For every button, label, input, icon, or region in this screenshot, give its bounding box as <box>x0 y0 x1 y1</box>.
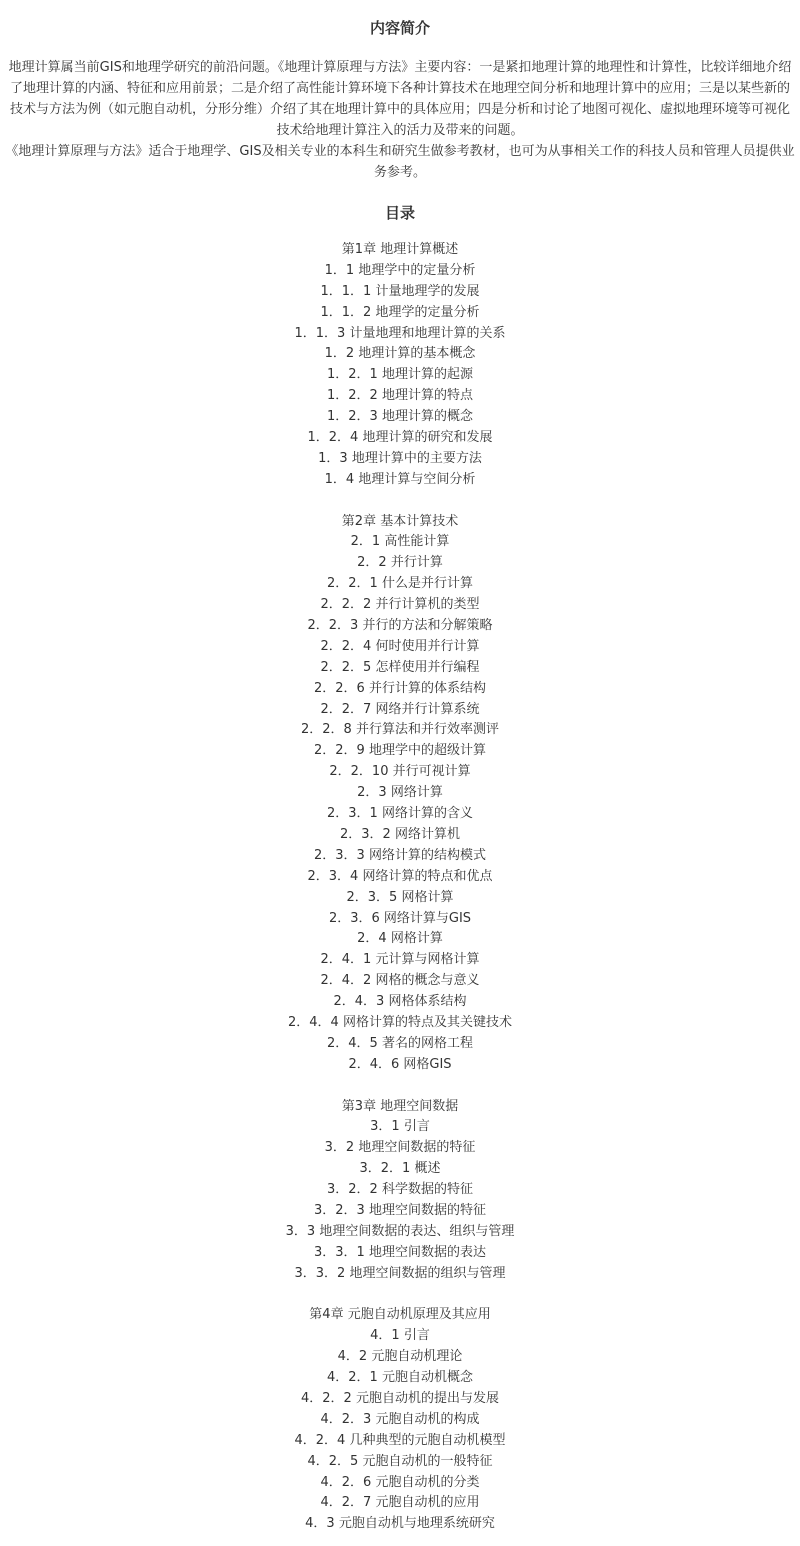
toc-chapter <box>0 240 800 491</box>
toc-entry: 2．1 高性能计算 <box>350 534 450 550</box>
toc-entry: 1．3 地理计算中的主要方法 <box>318 450 482 466</box>
toc-entry: 2．2．7 网络并行计算系统 <box>320 701 480 717</box>
toc-entry: 2．3．2 网络计算机 <box>340 826 460 842</box>
toc-entry: 1．1 地理学中的定量分析 <box>324 262 476 278</box>
toc-chapter-heading: 第3章 地理空间数据 <box>341 1098 459 1114</box>
toc-entry: 3．1 引言 <box>370 1119 430 1135</box>
table-of-contents <box>0 240 800 1535</box>
toc-entry: 3．2．3 地理空间数据的特征 <box>314 1202 486 1218</box>
intro-paragraph: 地理计算属当前GIS和地理学研究的前沿问题。《地理计算原理与方法》主要内容：一是紧扣地理计算的地理性和计算性，比较详细地介绍了地理计算的内涵、特征和应用前景；二是介绍了高性能计算环境下各种计算技术在地理空间分析和地理计算中的应用；三是以某些新的技术与方法为例（如元胞自动机，分形分维）介绍了其在地理计算中的具体应用；四是分析和讨论了地图可视化、虚拟地理环境等可视化技术给地理计算注入的活力及带来的问题。 <box>8 60 792 138</box>
toc-entry: 4．3 元胞自动机与地理系统研究 <box>305 1516 495 1532</box>
toc-entry: 1．1．3 计量地理和地理计算的关系 <box>294 325 506 341</box>
toc-entry: 4．2．4 几种典型的元胞自动机模型 <box>294 1432 506 1448</box>
toc-entry: 2．4．4 网格计算的特点及其关键技术 <box>288 1014 512 1030</box>
toc-entry: 1．2．2 地理计算的特点 <box>327 388 473 404</box>
toc-entry: 2．2．4 何时使用并行计算 <box>320 638 480 654</box>
toc-entry: 2．3．5 网格计算 <box>346 889 454 905</box>
toc-entry: 2．2．10 并行可视计算 <box>329 764 471 780</box>
toc-entry: 1．2．4 地理计算的研究和发展 <box>307 430 493 446</box>
toc-entry: 4．2．5 元胞自动机的一般特征 <box>307 1453 493 1469</box>
toc-entry: 4．2．6 元胞自动机的分类 <box>320 1474 480 1490</box>
toc-entry: 4．2 元胞自动机理论 <box>337 1349 463 1365</box>
toc-entry: 4．2．3 元胞自动机的构成 <box>320 1411 480 1427</box>
toc-entry: 2．3 网络计算 <box>357 785 443 801</box>
toc-chapter-heading: 第1章 地理计算概述 <box>341 242 459 257</box>
toc-entry: 3．3 地理空间数据的表达、组织与管理 <box>285 1223 515 1239</box>
toc-entry: 2．3．3 网络计算的结构模式 <box>314 847 486 863</box>
toc-entry: 2．2．8 并行算法和并行效率测评 <box>301 722 499 738</box>
toc-entry: 2．2．9 地理学中的超级计算 <box>314 743 486 759</box>
toc-entry: 1．1．1 计量地理学的发展 <box>320 283 480 299</box>
toc-entry: 2．4．2 网格的概念与意义 <box>320 973 480 989</box>
toc-chapter <box>0 512 800 1076</box>
toc-chapter <box>0 1097 800 1285</box>
toc-chapter-heading: 第2章 基本计算技术 <box>341 513 459 529</box>
toc-entry: 3．3．2 地理空间数据的组织与管理 <box>294 1265 506 1281</box>
toc-entry: 4．2．2 元胞自动机的提出与发展 <box>301 1390 499 1406</box>
toc-entry: 3．3．1 地理空间数据的表达 <box>314 1244 486 1260</box>
toc-entry: 1．1．2 地理学的定量分析 <box>320 304 480 320</box>
toc-entry: 2．2．1 什么是并行计算 <box>327 576 473 592</box>
toc-entry: 1．2．3 地理计算的概念 <box>327 409 473 425</box>
toc-title: 目录 <box>384 204 415 222</box>
toc-entry: 2．2．3 并行的方法和分解策略 <box>307 618 493 634</box>
toc-entry: 3．2．1 概述 <box>359 1161 441 1177</box>
toc-entry: 2．4．1 元计算与网格计算 <box>320 952 480 968</box>
toc-entry: 4．1 引言 <box>370 1328 430 1344</box>
toc-entry: 2．3．1 网络计算的含义 <box>327 806 473 822</box>
intro-paragraph: 《地理计算原理与方法》适合于地理学、GIS及相关专业的本科生和研究生做参考教材，也可为从事相关工作的科技人员和管理人员提供业务参考。 <box>5 144 795 180</box>
toc-chapter <box>0 1305 800 1535</box>
toc-entry: 2．2．6 并行计算的体系结构 <box>314 680 486 696</box>
toc-entry: 1．4 地理计算与空间分析 <box>324 471 476 487</box>
toc-entry: 2．4．5 著名的网格工程 <box>327 1035 473 1051</box>
toc-entry: 3．2．2 科学数据的特征 <box>327 1182 473 1198</box>
toc-chapter-heading: 第4章 元胞自动机原理及其应用 <box>309 1307 491 1323</box>
toc-entry: 3．2 地理空间数据的特征 <box>324 1140 476 1156</box>
toc-entry: 4．2．7 元胞自动机的应用 <box>320 1495 480 1511</box>
intro-text <box>4 57 796 183</box>
toc-entry: 2．3．4 网络计算的特点和优点 <box>307 868 493 884</box>
intro-title: 内容简介 <box>369 19 430 37</box>
toc-entry: 1．2．1 地理计算的起源 <box>327 367 473 383</box>
toc-entry: 2．4．6 网格GIS <box>348 1056 452 1072</box>
toc-entry: 2．2．2 并行计算机的类型 <box>320 597 480 613</box>
toc-entry: 2．3．6 网络计算与GIS <box>328 910 472 926</box>
toc-entry: 2．4 网格计算 <box>357 931 443 947</box>
toc-entry: 2．2．5 怎样使用并行编程 <box>320 659 480 675</box>
toc-entry: 4．2．1 元胞自动机概念 <box>327 1370 473 1386</box>
toc-entry: 2．2 并行计算 <box>357 555 443 571</box>
toc-entry: 2．4．3 网格体系结构 <box>333 994 467 1010</box>
toc-entry: 1．2 地理计算的基本概念 <box>324 346 476 362</box>
